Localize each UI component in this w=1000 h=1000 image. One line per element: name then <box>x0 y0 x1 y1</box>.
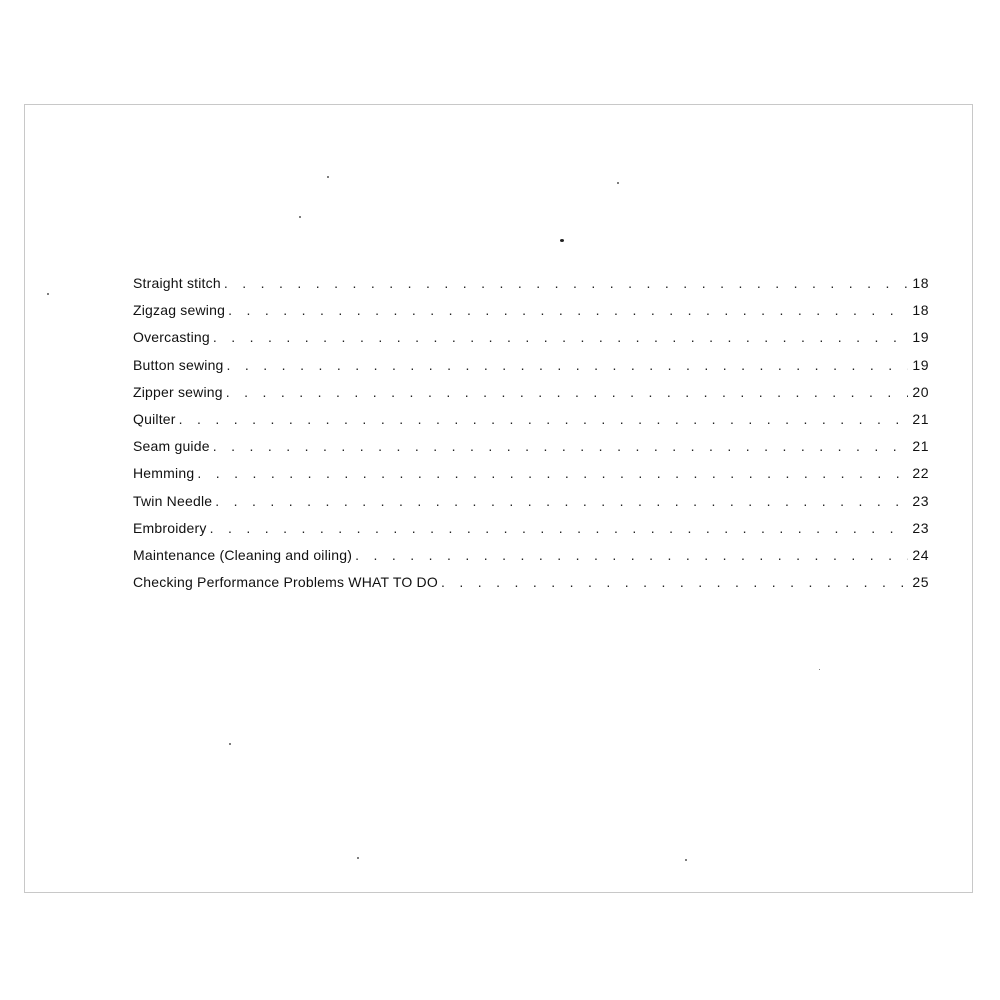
toc-entry <box>133 545 929 572</box>
dot-leader <box>228 300 908 320</box>
toc-entry-page: 19 <box>912 356 929 373</box>
toc-entry-page: 22 <box>912 465 929 482</box>
toc-entry <box>133 518 929 545</box>
toc-entry <box>133 300 929 327</box>
toc-entry <box>133 382 929 409</box>
toc-entry <box>133 572 929 599</box>
document-page <box>24 104 973 893</box>
toc-entry <box>133 355 929 382</box>
scan-speck <box>819 669 820 670</box>
toc-entry-page: 24 <box>912 546 929 563</box>
scan-speck <box>617 182 619 184</box>
toc-entry-title: Zigzag sewing <box>133 302 226 319</box>
dot-leader <box>215 491 908 511</box>
toc-entry <box>133 273 929 300</box>
scan-speck <box>560 239 564 242</box>
scan-speck <box>47 293 49 295</box>
toc-entry-page: 25 <box>912 574 929 591</box>
dot-leader <box>179 409 908 429</box>
dot-leader <box>355 545 908 565</box>
toc-entry-title: Seam guide <box>133 438 210 455</box>
toc-entry-title: Quilter <box>133 410 176 427</box>
dot-leader <box>224 273 908 293</box>
toc-entry <box>133 409 929 436</box>
toc-entry <box>133 327 929 354</box>
scan-speck <box>299 216 301 218</box>
toc-entry-title: Checking Performance Problems WHAT TO DO <box>133 574 438 591</box>
toc-entry-title: Hemming <box>133 465 195 482</box>
dot-leader <box>441 572 908 592</box>
toc-entry-page: 18 <box>912 275 929 291</box>
toc-entry-title: Embroidery <box>133 519 207 536</box>
toc-entry <box>133 491 929 518</box>
toc-entry-title: Zipper sewing <box>133 383 223 400</box>
toc-entry <box>133 436 929 463</box>
scan-speck <box>327 176 329 178</box>
toc-entry-title: Twin Needle <box>133 492 213 509</box>
toc-entry-title: Button sewing <box>133 356 224 373</box>
dot-leader <box>197 463 908 483</box>
toc-entry-page: 18 <box>912 302 929 319</box>
toc-entry-title: Maintenance (Cleaning and oiling) <box>133 546 353 563</box>
dot-leader <box>227 355 908 375</box>
toc-entry-page: 19 <box>912 329 929 346</box>
dot-leader <box>213 436 908 456</box>
toc-entry-title: Straight stitch <box>133 275 221 291</box>
toc-entry-page: 21 <box>912 438 929 455</box>
table-of-contents <box>133 273 929 599</box>
toc-entry-title: Overcasting <box>133 329 210 346</box>
dot-leader <box>226 382 908 402</box>
toc-entry-page: 20 <box>912 383 929 400</box>
scan-speck <box>685 859 687 861</box>
dot-leader <box>210 518 908 538</box>
toc-entry-page: 23 <box>912 519 929 536</box>
toc-entry-page: 23 <box>912 492 929 509</box>
toc-entry-page: 21 <box>912 410 929 427</box>
scan-speck <box>357 857 359 859</box>
scan-speck <box>229 743 231 745</box>
dot-leader <box>213 327 908 347</box>
toc-entry <box>133 463 929 490</box>
